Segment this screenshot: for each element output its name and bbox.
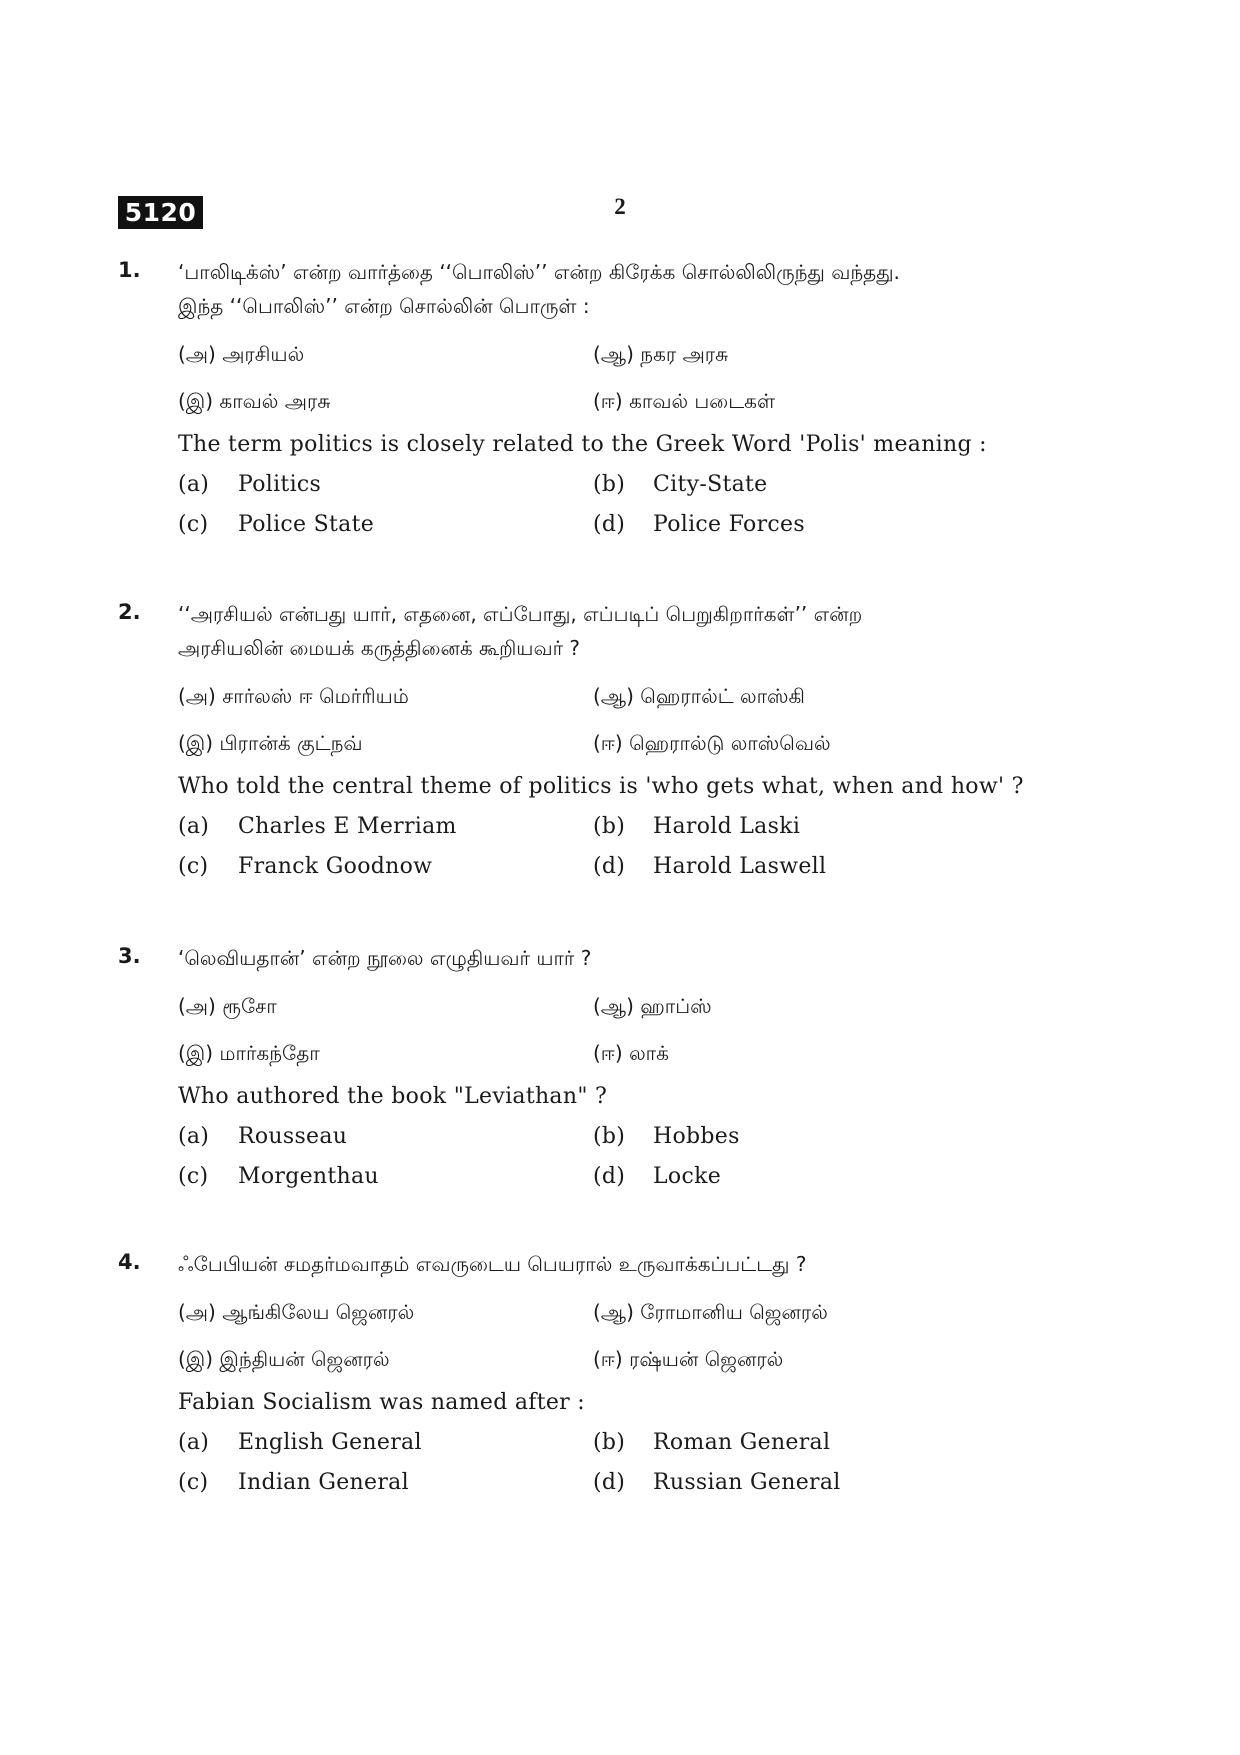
english-option-d	[593, 854, 826, 879]
option-label: (இ)	[178, 1347, 214, 1371]
option-text: Police Forces	[653, 512, 805, 537]
paper-code-badge: 5120	[118, 196, 203, 229]
option-label: (ஆ)	[593, 994, 634, 1018]
option-label: (a)	[178, 472, 210, 497]
tamil-stem-line: இந்த ‘‘பொலிஸ்’’ என்ற சொல்லின் பொருள் :	[178, 294, 590, 318]
english-option-a	[178, 472, 321, 497]
option-text: Rousseau	[238, 1124, 348, 1149]
english-option-b	[593, 1430, 830, 1455]
tamil-stem-line: ‘பாலிடிக்ஸ்’ என்ற வார்த்தை ‘‘பொலிஸ்’’ என்ற கிரேக்க சொல்லிலிருந்து வந்தது.	[178, 260, 900, 284]
option-label: (ஈ)	[593, 1041, 623, 1065]
tamil-stem-line: அரசியலின் மையக் கருத்தினைக் கூறியவர் ?	[178, 636, 581, 660]
english-option-a	[178, 814, 457, 839]
option-text: ஆங்கிலேய ஜெனரல்	[222, 1300, 415, 1324]
option-text: லாக்	[629, 1041, 669, 1065]
english-option-d	[593, 512, 805, 537]
option-label: (ஆ)	[593, 342, 634, 366]
option-label: (ஈ)	[593, 389, 623, 413]
option-text: Charles E Merriam	[238, 814, 457, 839]
option-text: Morgenthau	[238, 1164, 379, 1189]
page-number: 2	[614, 194, 626, 219]
option-text: ஹெரால்ட் லாஸ்கி	[640, 684, 805, 708]
english-option-d	[593, 1164, 721, 1189]
option-text: Franck Goodnow	[238, 854, 433, 879]
english-option-c	[178, 1470, 409, 1495]
english-option-b	[593, 814, 800, 839]
option-text: மார்கந்தோ	[219, 1041, 320, 1065]
option-text: Locke	[653, 1164, 722, 1189]
option-label: (c)	[178, 1164, 209, 1189]
option-label: (b)	[593, 1430, 626, 1455]
tamil-option-c	[178, 389, 330, 416]
option-label: (ஆ)	[593, 684, 634, 708]
option-text: City-State	[653, 472, 768, 497]
tamil-stem-line: ஃபேபியன் சமதர்மவாதம் எவருடைய பெயரால் உருவாக்கப்பட்டது ?	[178, 1252, 807, 1276]
english-stem: Who told the central theme of politics is 'who gets what, when and how' ?	[178, 774, 1024, 799]
tamil-option-a	[178, 1300, 414, 1327]
tamil-option-a	[178, 994, 277, 1021]
option-label: (d)	[593, 854, 626, 879]
option-label: (a)	[178, 1430, 210, 1455]
option-label: (இ)	[178, 731, 214, 755]
tamil-option-b	[593, 1300, 828, 1327]
question-number: 3.	[118, 944, 141, 968]
english-option-c	[178, 1164, 379, 1189]
tamil-option-c	[178, 731, 363, 758]
option-text: இந்தியன் ஜெனரல்	[219, 1347, 390, 1371]
option-text: சார்லஸ் ஈ மெர்ரியம்	[222, 684, 409, 708]
option-label: (ஈ)	[593, 1347, 623, 1371]
tamil-option-d	[593, 731, 831, 758]
option-label: (c)	[178, 1470, 209, 1495]
tamil-option-c	[178, 1041, 320, 1068]
option-text: காவல் படைகள்	[629, 389, 775, 413]
tamil-option-d	[593, 389, 775, 416]
option-text: காவல் அரசு	[219, 389, 331, 413]
option-text: Russian General	[653, 1470, 841, 1495]
option-label: (d)	[593, 512, 626, 537]
option-label: (அ)	[178, 342, 216, 366]
english-stem: Who authored the book "Leviathan" ?	[178, 1084, 608, 1109]
tamil-stem-line: ‘லெவியதான்’ என்ற நூலை எழுதியவர் யார் ?	[178, 946, 592, 970]
option-label: (d)	[593, 1164, 626, 1189]
tamil-option-d	[593, 1347, 783, 1374]
tamil-option-a	[178, 684, 409, 711]
english-stem: The term politics is closely related to the Greek Word 'Polis' meaning :	[178, 432, 987, 457]
option-text: Police State	[238, 512, 375, 537]
option-label: (அ)	[178, 1300, 216, 1324]
option-label: (ஈ)	[593, 731, 623, 755]
tamil-option-b	[593, 342, 728, 369]
option-text: Indian General	[238, 1470, 409, 1495]
tamil-option-d	[593, 1041, 669, 1068]
option-text: ரூசோ	[222, 994, 277, 1018]
option-label: (b)	[593, 472, 626, 497]
tamil-option-c	[178, 1347, 390, 1374]
english-option-d	[593, 1470, 841, 1495]
english-option-c	[178, 512, 374, 537]
option-label: (b)	[593, 814, 626, 839]
option-text: Harold Laswell	[653, 854, 827, 879]
english-option-a	[178, 1124, 347, 1149]
tamil-option-b	[593, 684, 805, 711]
option-text: English General	[238, 1430, 422, 1455]
option-label: (a)	[178, 1124, 210, 1149]
option-text: அரசியல்	[222, 342, 305, 366]
option-text: ரோமானிய ஜெனரல்	[640, 1300, 828, 1324]
question-number: 4.	[118, 1250, 141, 1274]
option-label: (அ)	[178, 684, 216, 708]
tamil-option-a	[178, 342, 304, 369]
option-text: Politics	[238, 472, 322, 497]
question-number: 2.	[118, 600, 141, 624]
option-text: ரஷ்யன் ஜெனரல்	[629, 1347, 784, 1371]
option-text: Hobbes	[653, 1124, 740, 1149]
option-text: Harold Laski	[653, 814, 801, 839]
english-option-b	[593, 472, 767, 497]
english-option-a	[178, 1430, 422, 1455]
option-text: நகர அரசு	[640, 342, 729, 366]
option-label: (b)	[593, 1124, 626, 1149]
english-option-b	[593, 1124, 740, 1149]
tamil-stem-line: ‘‘அரசியல் என்பது யார், எதனை, எப்போது, எப்படிப் பெறுகிறார்கள்’’ என்ற	[178, 602, 863, 626]
english-stem: Fabian Socialism was named after :	[178, 1390, 586, 1415]
option-label: (c)	[178, 512, 209, 537]
option-text: ஹெரால்டு லாஸ்வெல்	[629, 731, 831, 755]
tamil-option-b	[593, 994, 712, 1021]
english-option-c	[178, 854, 432, 879]
option-text: ஹாப்ஸ்	[640, 994, 712, 1018]
option-text: பிரான்க் குட்நவ்	[219, 731, 363, 755]
option-label: (இ)	[178, 389, 214, 413]
option-label: (இ)	[178, 1041, 214, 1065]
option-label: (a)	[178, 814, 210, 839]
option-label: (d)	[593, 1470, 626, 1495]
option-label: (அ)	[178, 994, 216, 1018]
question-number: 1.	[118, 258, 141, 282]
option-label: (ஆ)	[593, 1300, 634, 1324]
option-text: Roman General	[653, 1430, 831, 1455]
option-label: (c)	[178, 854, 209, 879]
